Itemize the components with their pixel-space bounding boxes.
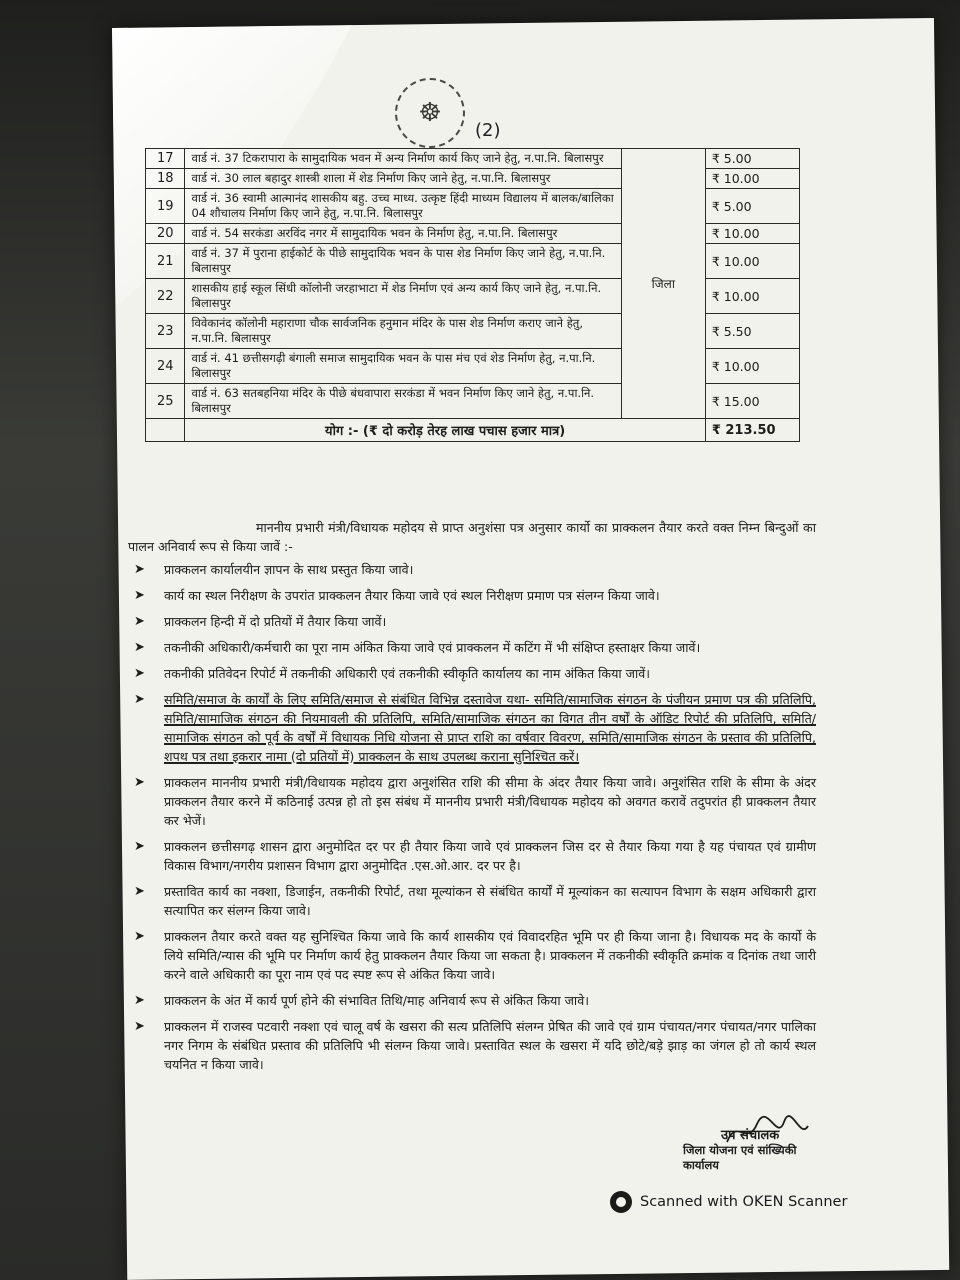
work-description: विवेकानंद कॉलोनी महाराणा चौक सार्वजनिक हनुमान मंदिर के पास शेड निर्माण कराए जाने हेतु, न.पा.नि. बिलासपुर <box>185 314 621 349</box>
works-table <box>145 148 800 442</box>
total-empty-cell <box>146 419 185 442</box>
list-item: ➤ कार्य का स्थल निरीक्षण के उपरांत प्राक्कलन तैयार किया जावे एवं स्थल निरीक्षण प्रमाण पत्र संलग्न किया जावे। <box>134 588 660 603</box>
work-description: वार्ड नं. 37 में पुराना हाईकोर्ट के पीछे सामुदायिक भवन के पास शेड निर्माण किए जाने हेतु, न.पा.नि. बिलासपुर <box>185 244 621 279</box>
work-description: शासकीय हाई स्कूल सिंधी कॉलोनी जरहाभाटा में शेड निर्माण एवं अन्य कार्य किए जाने हेतु, न.पा.नि. बिलासपुर <box>185 279 621 314</box>
total-row <box>146 419 800 442</box>
serial-number: 18 <box>146 169 185 189</box>
amount-cell: ₹ 10.00 <box>705 224 799 244</box>
amount-cell: ₹ 15.00 <box>705 384 799 419</box>
arrow-bullet-icon: ➤ <box>134 839 145 854</box>
list-item: ➤ प्राक्कलन हिन्दी में दो प्रतियों में तैयार किया जावें। <box>134 614 387 629</box>
amount-cell: ₹ 10.00 <box>705 244 799 279</box>
amount-cell: ₹ 5.00 <box>705 149 799 169</box>
serial-number: 17 <box>146 149 185 169</box>
work-description: वार्ड नं. 63 सतबहनिया मंदिर के पीछे बंधवापारा सरकंडा में भवन निर्माण किए जाने हेतु, न.पा.नि. बिलासपुर <box>185 384 621 419</box>
list-item: ➤ प्राक्कलन छत्तीसगढ़ शासन द्वारा अनुमोदित दर पर ही तैयार किया जावे एवं प्राक्कलन जिस दर से तैयार किया गया है यह पंचायत एवं ग्रामीण विकास विभाग/नगरीय प्रशासन विभाग द्वारा अनुमोदित .एस.ओ.आर. दर पर है। <box>134 839 816 873</box>
list-item: ➤ प्राक्कलन के अंत में कार्य पूर्ण होने की संभावित तिथि/माह अनिवार्य रूप से अंकित किया जावे। <box>134 993 589 1008</box>
serial-number: 22 <box>146 279 185 314</box>
instructions-section <box>128 518 816 1081</box>
arrow-bullet-icon: ➤ <box>134 775 145 790</box>
arrow-bullet-icon: ➤ <box>134 884 145 899</box>
list-item: ➤ तकनीकी प्रतिवेदन रिपोर्ट में तकनीकी अधिकारी एवं तकनीकी स्वीकृति कार्यालय का नाम अंकित किया जावें। <box>134 666 651 681</box>
arrow-bullet-icon: ➤ <box>134 993 145 1008</box>
work-description: वार्ड नं. 30 लाल बहादुर शास्त्री शाला में शेड निर्माण किए जाने हेतु, न.पा.नि. बिलासपुर <box>185 169 621 189</box>
total-label: योग :- (₹ दो करोड़ तेरह लाख पचास हजार मात्र) <box>185 419 705 442</box>
arrow-bullet-icon: ➤ <box>134 640 145 655</box>
amount-cell: ₹ 5.50 <box>705 314 799 349</box>
instruction-list <box>128 560 816 1074</box>
list-item: ➤ तकनीकी अधिकारी/कर्मचारी का पूरा नाम अंकित किया जावे एवं प्राक्कलन में कटिंग में भी संक्षिप्त हस्ताक्षर किया जावें। <box>134 640 701 655</box>
scanner-watermark-text: Scanned with OKEN Scanner <box>640 1194 848 1210</box>
amount-cell: ₹ 5.00 <box>705 189 799 224</box>
arrow-bullet-icon: ➤ <box>134 692 145 707</box>
list-item: ➤ प्राक्कलन में राजस्व पटवारी नक्शा एवं चालू वर्ष के खसरा की सत्य प्रतिलिपि संलग्न प्रेषित की जावे एवं ग्राम पंचायत/नगर पंचायत/नगर पालिका नगर निगम के संबंधित प्रस्ताव की प्रतिलिपि भी संलग्न किया जावे। प्रस्तावित स्थल के खसरा में यदि छोटे/बड़े झाड़ का जंगल हो तो कार्य स्थल चयनित न किया जावे। <box>134 1019 816 1072</box>
page-number: (2) <box>475 120 501 141</box>
amount-cell: ₹ 10.00 <box>705 169 799 189</box>
arrow-bullet-icon: ➤ <box>134 1019 145 1034</box>
arrow-bullet-icon: ➤ <box>134 929 145 944</box>
serial-number: 21 <box>146 244 185 279</box>
serial-number: 25 <box>146 384 185 419</box>
arrow-bullet-icon: ➤ <box>134 666 145 681</box>
work-description: वार्ड नं. 37 टिकरापारा के सामुदायिक भवन में अन्य निर्माण कार्य किए जाने हेतु, न.पा.नि. बिलासपुर <box>185 149 621 169</box>
arrow-bullet-icon: ➤ <box>134 562 145 577</box>
amount-cell: ₹ 10.00 <box>705 349 799 384</box>
list-item: ➤ प्राक्कलन माननीय प्रभारी मंत्री/विधायक महोदय द्वारा अनुशंसित राशि की सीमा के अंदर तैयार किया जावे। अनुशंसित राशि के सीमा के अंदर प्राक्कलन तैयार करने में कठिनाई उत्पन्न हो तो इस संबंध में माननीय प्रभारी मंत्री/विधायक महोदय को अवगत करावें तदुपरांत ही प्राक्कलन तैयार कर भेजें। <box>134 775 816 828</box>
list-item: ➤ समिति/समाज के कार्यों के लिए समिति/समाज से संबंधित विभिन्न दस्तावेज यथा- समिति/सामाजिक संगठन के पंजीयन प्रमाण पत्र की प्रतिलिपि, समिति/सामाजिक संगठन की नियमावली की प्रतिलिपि, समिति/सामाजिक संगठन का विगत तीन वर्षों के ऑडिट रिपोर्ट की प्रतिलिपि, समिति/सामाजिक संगठन को पूर्व के वर्षों में विधायक निधि योजना से प्राप्त राशि का वर्षवार विवरण, समिति/सामाजिक संगठन के प्रस्ताव की प्रतिलिपि, शपथ पत्र तथा इकरार नामा (दो प्रतियों में) प्राक्कलन के साथ उपलब्ध कराना सुनिश्चित करें। <box>134 692 816 764</box>
serial-number: 20 <box>146 224 185 244</box>
instructions-intro: माननीय प्रभारी मंत्री/विधायक महोदय से प्राप्त अनुशंसा पत्र अनुसार कार्यो का प्राक्कलन तैयार करते वक्त निम्न बिन्दुओं का पालन अनिवार्य रूप से किया जावें :- <box>128 520 816 554</box>
work-description: वार्ड नं. 36 स्वामी आत्मानंद शासकीय बहु. उच्च माध्य. उत्कृष्ट हिंदी माध्यम विद्यालय में बालक/बालिका 04 शौचालय निर्माण किए जाने हेतु, न.पा.नि. बिलासपुर <box>185 189 621 224</box>
scanner-watermark <box>610 1188 910 1216</box>
table-row <box>146 149 800 169</box>
area-cell: जिला <box>621 149 705 419</box>
list-item: ➤ प्राक्कलन कार्यालयीन ज्ञापन के साथ प्रस्तुत किया जावे। <box>134 562 414 577</box>
signatory-block <box>683 1125 823 1173</box>
signatory-designation: उप संचालक <box>721 1128 780 1143</box>
list-item: ➤ प्रस्तावित कार्य का नक्शा, डिजाईन, तकनीकी रिपोर्ट, तथा मूल्यांकन से संबंधित कार्यों में मूल्यांकन का सत्यापन विभाग के सक्षम अधिकारी द्वारा सत्यापित कर संलग्न किया जावे। <box>134 884 816 918</box>
serial-number: 24 <box>146 349 185 384</box>
serial-number: 19 <box>146 189 185 224</box>
amount-cell: ₹ 10.00 <box>705 279 799 314</box>
total-amount: ₹ 213.50 <box>705 419 799 442</box>
state-emblem-icon: ☸ <box>395 78 465 148</box>
arrow-bullet-icon: ➤ <box>134 588 145 603</box>
arrow-bullet-icon: ➤ <box>134 614 145 629</box>
work-description: वार्ड नं. 54 सरकंडा अरविंद नगर में सामुदायिक भवन के निर्माण हेतु, न.पा.नि. बिलासपुर <box>185 224 621 244</box>
oken-logo-icon <box>610 1191 632 1213</box>
work-description: वार्ड नं. 41 छत्तीसगढ़ी बंगाली समाज सामुदायिक भवन के पास मंच एवं शेड निर्माण हेतु, न.पा.नि. बिलासपुर <box>185 349 621 384</box>
signatory-office: जिला योजना एवं सांख्यिकी कार्यालय <box>683 1143 797 1172</box>
list-item: ➤ प्राक्कलन तैयार करते वक्त यह सुनिश्चित किया जावे कि कार्य शासकीय एवं विवादरहित भूमि पर ही किया जाना है। विधायक मद के कार्यो के लिये समिति/न्यास की भूमि पर निर्माण कार्य हेतु प्राक्कलन तैयार किया जा सकता है। प्राक्कलन में तकनीकी स्वीकृति क्रमांक व दिनांक तथा जारी करने वाले अधिकारी का पूरा नाम एवं पद स्पष्ट रूप से अंकित किया जावे। <box>134 929 817 982</box>
serial-number: 23 <box>146 314 185 349</box>
